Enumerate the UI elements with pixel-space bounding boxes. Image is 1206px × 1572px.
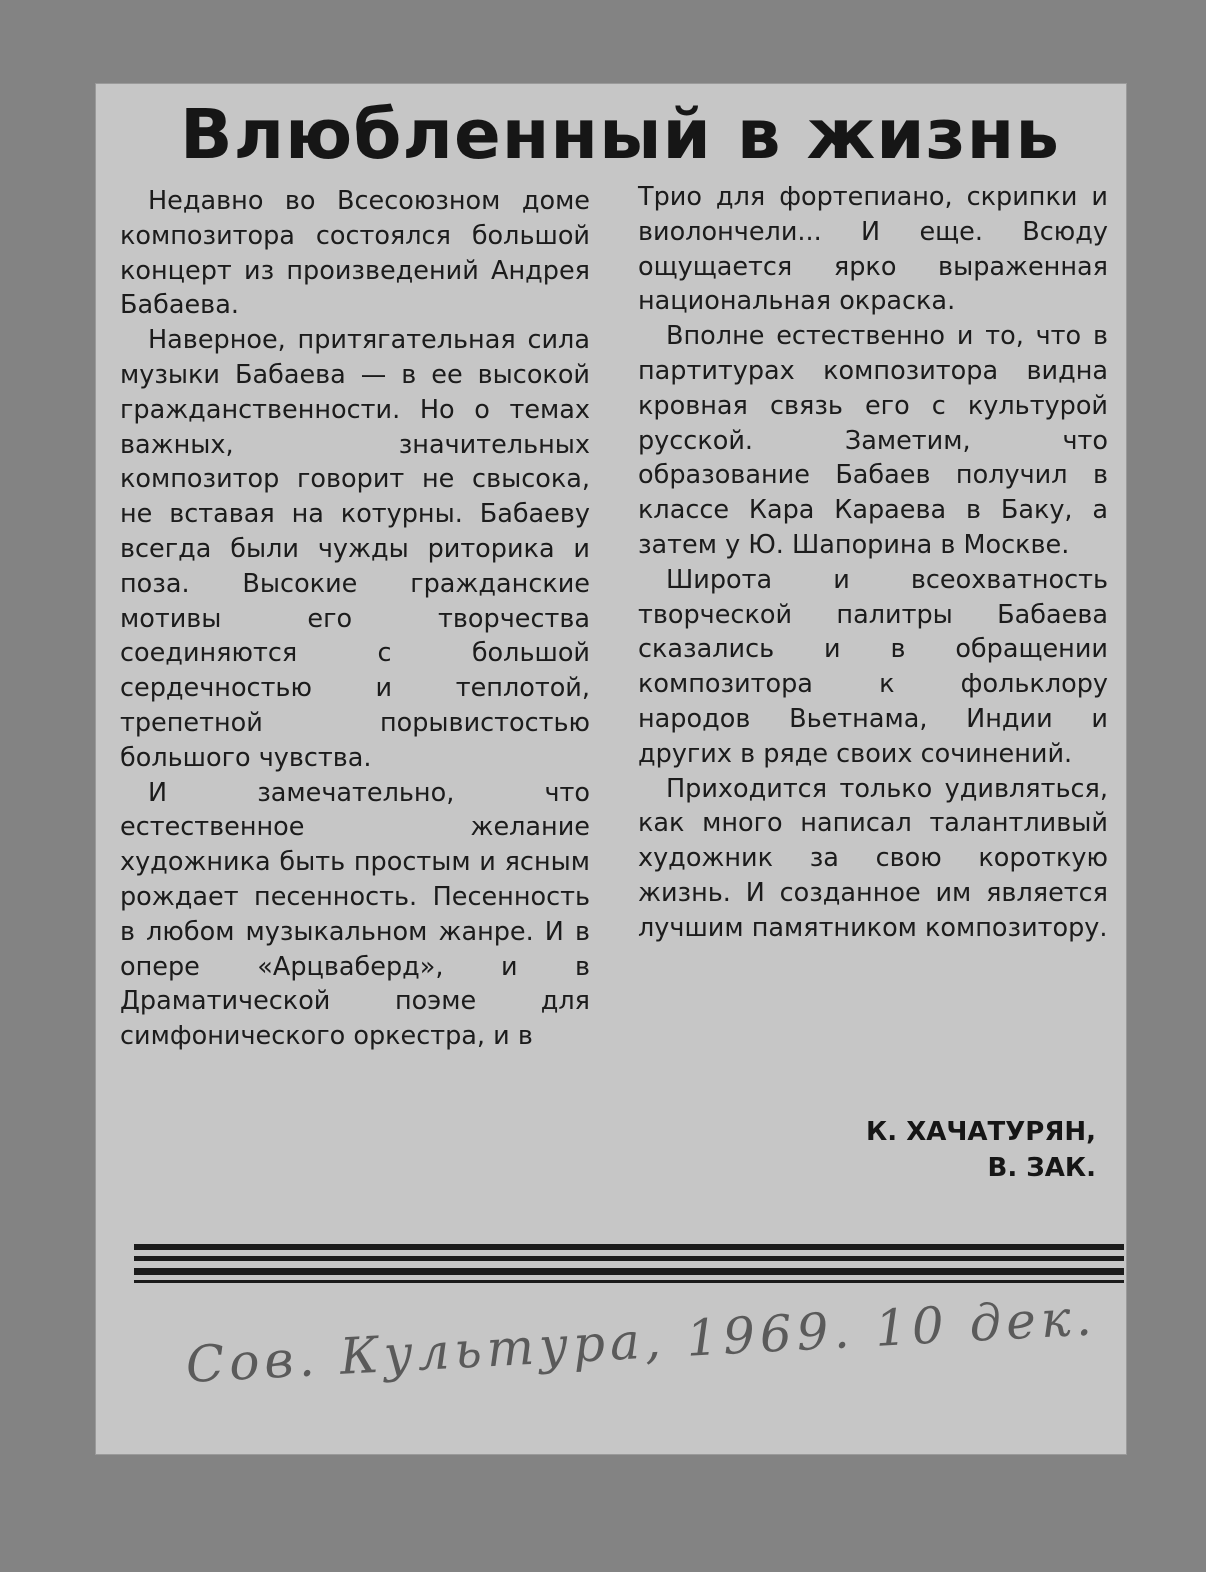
article-title: Влюбленный в жизнь: [180, 95, 1060, 175]
paragraph: Широта и всеохватность творческой палитры Бабаева сказались и в обращении композитора к фольклору народов Вьетнама, Индии и других в ряде своих сочинений.: [638, 564, 1108, 769]
paragraph: Наверное, притягательная сила музыки Бабаева — в ее высокой гражданственности. Но о темах важных, значительных композитор говорит не свысока, не вставая на котурны. Бабаеву всегда были чужды риторика и поза. Высокие гражданские мотивы его творчества соединяются с большой сердечностью и теплотой, трепетной порывистостью большого чувства.: [120, 325, 590, 773]
author-name: К. ХАЧАТУРЯН,: [866, 1117, 1096, 1147]
paragraph: Трио для фортепиано, скрипки и виолончели... И еще. Всюду ощущается ярко выраженная национальная окраска.: [638, 182, 1108, 317]
paragraph: И замечательно, что естественное желание художника быть простым и ясным рождает песенность. Песенность в любом музыкальном жанре. И в опере «Арцваберд», и в Драматической поэме для симфонического оркестра, и в: [120, 777, 590, 1052]
handwritten-source-note: Сов. Культура, 1969. 10 дек.: [184, 1288, 1098, 1394]
paragraph: Недавно во Всесоюзном доме композитора состоялся большой концерт из произведений Андрея Бабаева.: [120, 186, 590, 321]
paragraph: Вполне естественно и то, что в партитурах композитора видна кровная связь его с культурой русской. Заметим, что образование Бабаев получил в классе Кара Караева в Баку, а затем у Ю. Шапорина в Москве.: [638, 321, 1108, 560]
author-signature: [736, 1114, 1096, 1186]
article-left-column: [120, 184, 590, 1054]
divider-rule: [134, 1244, 1124, 1250]
newspaper-clipping: [96, 84, 1126, 1454]
divider-rule: [134, 1268, 1124, 1275]
divider-rule: [134, 1256, 1124, 1261]
author-name: В. ЗАК.: [987, 1153, 1096, 1183]
article-right-column: [638, 180, 1108, 946]
divider-rule: [134, 1280, 1124, 1283]
paragraph: Приходится только удивляться, как много написал талантливый художник за свою короткую жизнь. И созданное им является лучшим памятником композитору.: [638, 773, 1108, 943]
